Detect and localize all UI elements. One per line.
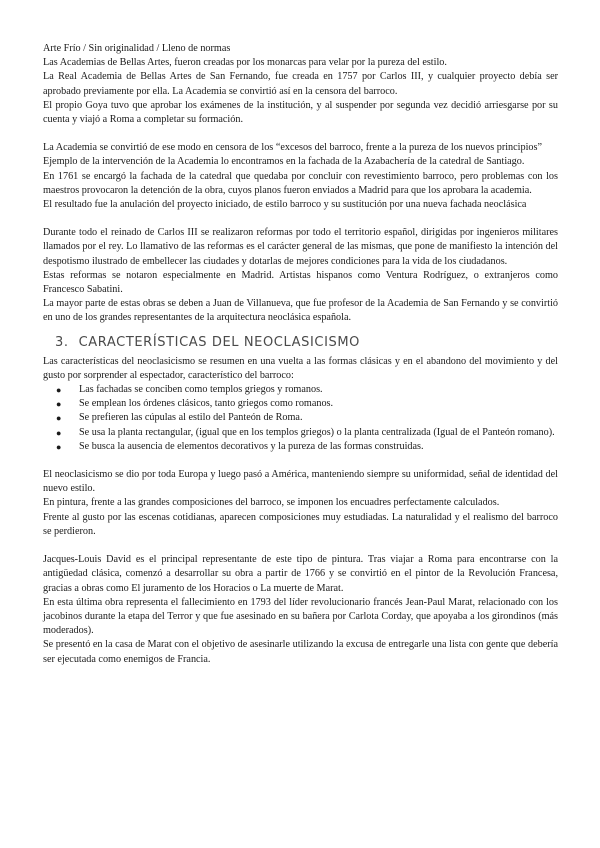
intro-paragraph: Las características del neoclasicismo se resumen en una vuelta a las formas clásicas y en el abandono del movimiento y del gusto por sorprender al espectador, característico del barroco: (43, 355, 558, 381)
list-item: ● Se prefieren las cúpulas al estilo del Panteón de Roma. (43, 411, 558, 425)
paragraph: El resultado fue la anulación del proyecto iniciado, de estilo barroco y su sustitución por una nueva fachada neoclásica (43, 199, 527, 211)
paragraph: Jacques-Louis David es el principal representante de este tipo de pintura. Tras viajar a Roma para encontrarse con la antigüedad clásica, comenzó a desarrollar su obra a partir de 1766 y se convirtió en el pintor de la Revolución Francesa, gracias a obras como El juramento de los Horacios o La muerte de Marat. (43, 554, 558, 594)
paragraph: La mayor parte de estas obras se deben a Juan de Villanueva, que fue profesor de la Academia de San Fernando y se convirtió en uno de los grandes representantes de la arquitectura neoclásica española. (43, 298, 558, 324)
reformas-block (43, 226, 558, 325)
paragraph: Arte Frío / Sin originalidad / Lleno de normas (43, 43, 231, 54)
paragraph: Durante todo el reinado de Carlos III se realizaron reformas por todo el territorio español, dirigidas por ingenieros militares llamados por el rey. Lo llamativo de las reformas es el carácter general de las mismas, que pone de manifiesto la intención del despotismo ilustrado de embellecer las ciudades y dotarlas de mejores condiciones para la vida de los ciudadanos. (43, 227, 558, 267)
bullet-icon: ● (56, 427, 62, 438)
section-heading (43, 334, 558, 352)
list-item: ● Se usa la planta rectangular, (igual que en los templos griegos) o la planta centralizada (Igual de el Panteón romano). (43, 426, 558, 440)
bullet-icon: ● (56, 399, 62, 410)
list-item: ● Se busca la ausencia de elementos decorativos y la pureza de las formas construidas. (43, 440, 558, 454)
paragraph: En 1761 se encargó la fachada de la catedral que quedaba por concluir con revestimiento barroco, pero problemas con los maestros provocaron la detención de la obra, cuyos planos fueron enviados a Madrid para que los aprobara la academia. (43, 170, 558, 196)
paragraph: En pintura, frente a las grandes composiciones del barroco, se imponen los encuadres perfectamente calculados. (43, 497, 500, 509)
paragraph: El propio Goya tuvo que aprobar los exámenes de la institución, y al suspender por segunda vez decidió arriesgarse por su cuenta y viajó a Roma a completar su formación. (43, 99, 558, 126)
david-block (43, 553, 558, 667)
paragraph: En esta última obra representa el fallecimiento en 1793 del líder revolucionario francés Jean-Paul Marat, relacionado con los jacobinos durante la etapa del Terror y que fue asesinado en su bañera por Carlota Corday, que apoyaba a los girondinos (más moderados). (43, 596, 558, 637)
paragraph: El neoclasicismo se dio por toda Europa y luego pasó a América, manteniendo siempre su uniformidad, señal de identidad del nuevo estilo. (43, 469, 558, 495)
section-title: CARACTERÍSTICAS DEL NEOCLASICISMO (78, 334, 361, 350)
document-page (43, 42, 558, 667)
bullet-icon: ● (56, 385, 62, 396)
paragraph: La Academia se convirtió de ese modo en censora de los “excesos del barroco, frente a la pureza de los nuevos principios” (43, 142, 542, 154)
paragraph: Se presentó en la casa de Marat con el objetivo de asesinarle utilizando la excusa de entregarle una lista con gente que debería ser ejecutada como enemigos de Francia. (43, 639, 558, 665)
bullet-icon: ● (56, 441, 62, 452)
azabacheria-block (43, 141, 558, 212)
paragraph: La Real Academia de Bellas Artes de San Fernando, fue creada en 1757 por Carlos III, y cualquier proyecto debía ser aprobado previamente por ella. La Academia se convirtió así en la censora del barroco. (43, 71, 558, 97)
section-number: 3. (55, 334, 69, 350)
europa-block (43, 468, 558, 539)
paragraph: Las Academias de Bellas Artes, fueron creadas por los monarcas para velar por la pureza del estilo. (43, 57, 447, 69)
list-item: ● Las fachadas se conciben como templos griegos y romanos. (43, 383, 558, 397)
paragraph: Ejemplo de la intervención de la Academia lo encontramos en la fachada de la Azabachería de la catedral de Santiago. (43, 156, 525, 168)
paragraph: Frente al gusto por las escenas cotidianas, aparecen composiciones muy estudiadas. La naturalidad y el realismo del barroco se perdieron. (43, 511, 558, 537)
characteristics-list (43, 383, 558, 454)
list-item: ● Se emplean los órdenes clásicos, tanto griegos como romanos. (43, 397, 558, 411)
paragraph: Estas reformas se notaron especialmente en Madrid. Artistas hispanos como Ventura Rodríguez, o extranjeros como Francesco Sabatini. (43, 269, 558, 296)
academia-block (43, 42, 558, 127)
bullet-icon: ● (56, 413, 62, 424)
